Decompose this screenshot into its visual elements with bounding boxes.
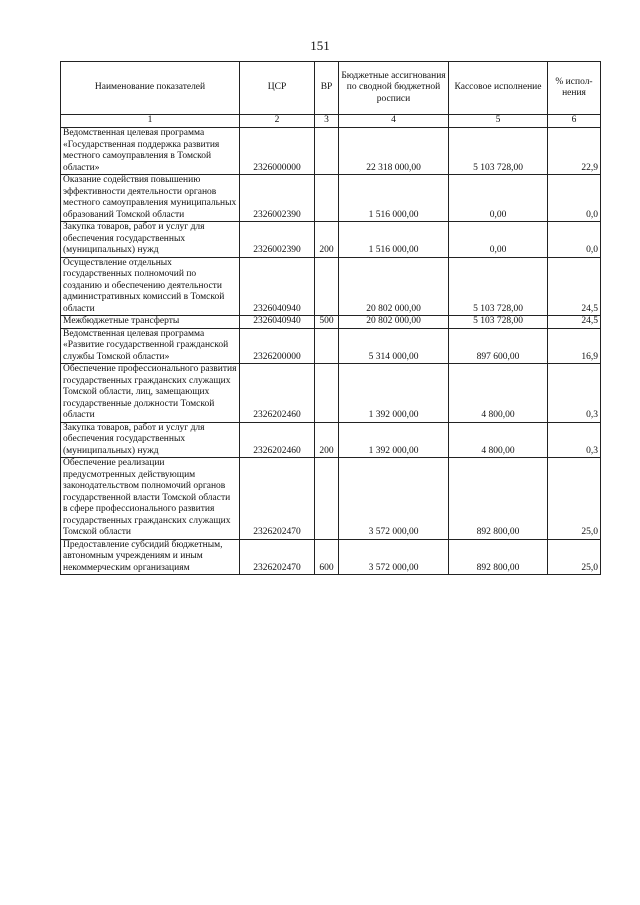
row-execution: 4 800,00 [449, 364, 548, 423]
row-allocation: 3 572 000,00 [339, 458, 449, 540]
column-number: 1 [61, 115, 240, 128]
header-row [61, 62, 601, 115]
row-csr: 2326202470 [240, 539, 315, 575]
table-row [61, 539, 601, 575]
row-vr [315, 328, 339, 364]
row-csr: 2326040940 [240, 316, 315, 329]
row-name: Ведомственная целевая программа «Государственная поддержка развития местного самоуправления в Томской области» [61, 128, 240, 175]
header-vr: ВР [315, 62, 339, 115]
row-allocation: 1 516 000,00 [339, 175, 449, 222]
row-name: Ведомственная целевая программа «Развитие государственной гражданской службы Томской области» [61, 328, 240, 364]
table-row [61, 458, 601, 540]
row-vr: 200 [315, 422, 339, 458]
row-allocation: 3 572 000,00 [339, 539, 449, 575]
row-percent: 0,0 [548, 175, 601, 222]
row-csr: 2326040940 [240, 257, 315, 316]
row-vr: 500 [315, 316, 339, 329]
row-vr: 600 [315, 539, 339, 575]
header-csr: ЦСР [240, 62, 315, 115]
row-csr: 2326002390 [240, 175, 315, 222]
row-execution: 0,00 [449, 222, 548, 258]
table-row [61, 257, 601, 316]
header-allocation: Бюджетные ассигнования по сводной бюджетной росписи [339, 62, 449, 115]
row-name: Осуществление отдельных государственных полномочий по созданию и обеспечению деятельности административных комиссий в Томской области [61, 257, 240, 316]
row-vr [315, 458, 339, 540]
row-name: Межбюджетные трансферты [61, 316, 240, 329]
table-row [61, 222, 601, 258]
row-vr [315, 175, 339, 222]
column-number: 3 [315, 115, 339, 128]
row-percent: 0,0 [548, 222, 601, 258]
row-name: Обеспечение реализации предусмотренных действующим законодательством полномочий органов государственной власти Томской области в сфере профессионального развития государственных гражданских служащих Томской области [61, 458, 240, 540]
row-vr [315, 128, 339, 175]
row-allocation: 5 314 000,00 [339, 328, 449, 364]
column-number: 5 [449, 115, 548, 128]
row-percent: 16,9 [548, 328, 601, 364]
row-execution: 5 103 728,00 [449, 316, 548, 329]
row-execution: 5 103 728,00 [449, 128, 548, 175]
row-percent: 0,3 [548, 422, 601, 458]
row-vr [315, 257, 339, 316]
row-name: Закупка товаров, работ и услуг для обеспечения государственных (муниципальных) нужд [61, 422, 240, 458]
table-row [61, 175, 601, 222]
table-row [61, 316, 601, 329]
row-allocation: 1 392 000,00 [339, 422, 449, 458]
header-execution: Кассовое исполнение [449, 62, 548, 115]
budget-execution-table [60, 61, 601, 575]
row-name: Оказание содействия повышению эффективности деятельности органов местного самоуправления муниципальных образований Томской области [61, 175, 240, 222]
row-csr: 2326202470 [240, 458, 315, 540]
column-number-row [61, 115, 601, 128]
row-percent: 24,5 [548, 316, 601, 329]
table-row [61, 328, 601, 364]
row-execution: 897 600,00 [449, 328, 548, 364]
row-allocation: 20 802 000,00 [339, 257, 449, 316]
row-name: Закупка товаров, работ и услуг для обеспечения государственных (муниципальных) нужд [61, 222, 240, 258]
row-csr: 2326000000 [240, 128, 315, 175]
row-csr: 2326202460 [240, 364, 315, 423]
row-allocation: 22 318 000,00 [339, 128, 449, 175]
column-number: 6 [548, 115, 601, 128]
table-row [61, 128, 601, 175]
column-number: 2 [240, 115, 315, 128]
row-allocation: 1 516 000,00 [339, 222, 449, 258]
page-number: 151 [310, 38, 330, 53]
row-name: Предоставление субсидий бюджетным, автономным учреждениям и иным некоммерческим организациям [61, 539, 240, 575]
row-name: Обеспечение профессионального развития государственных гражданских служащих Томской области, лиц, замещающих государственные должности Томской области [61, 364, 240, 423]
row-execution: 5 103 728,00 [449, 257, 548, 316]
header-percent: % испол-нения [548, 62, 601, 115]
row-percent: 22,9 [548, 128, 601, 175]
row-vr [315, 364, 339, 423]
row-execution: 892 800,00 [449, 458, 548, 540]
row-csr: 2326002390 [240, 222, 315, 258]
row-execution: 0,00 [449, 175, 548, 222]
row-percent: 25,0 [548, 539, 601, 575]
column-number: 4 [339, 115, 449, 128]
row-percent: 0,3 [548, 364, 601, 423]
row-vr: 200 [315, 222, 339, 258]
row-percent: 25,0 [548, 458, 601, 540]
row-csr: 2326200000 [240, 328, 315, 364]
row-allocation: 20 802 000,00 [339, 316, 449, 329]
row-percent: 24,5 [548, 257, 601, 316]
row-execution: 4 800,00 [449, 422, 548, 458]
row-csr: 2326202460 [240, 422, 315, 458]
table-row [61, 364, 601, 423]
row-allocation: 1 392 000,00 [339, 364, 449, 423]
header-name: Наименование показателей [61, 62, 240, 115]
table-row [61, 422, 601, 458]
row-execution: 892 800,00 [449, 539, 548, 575]
